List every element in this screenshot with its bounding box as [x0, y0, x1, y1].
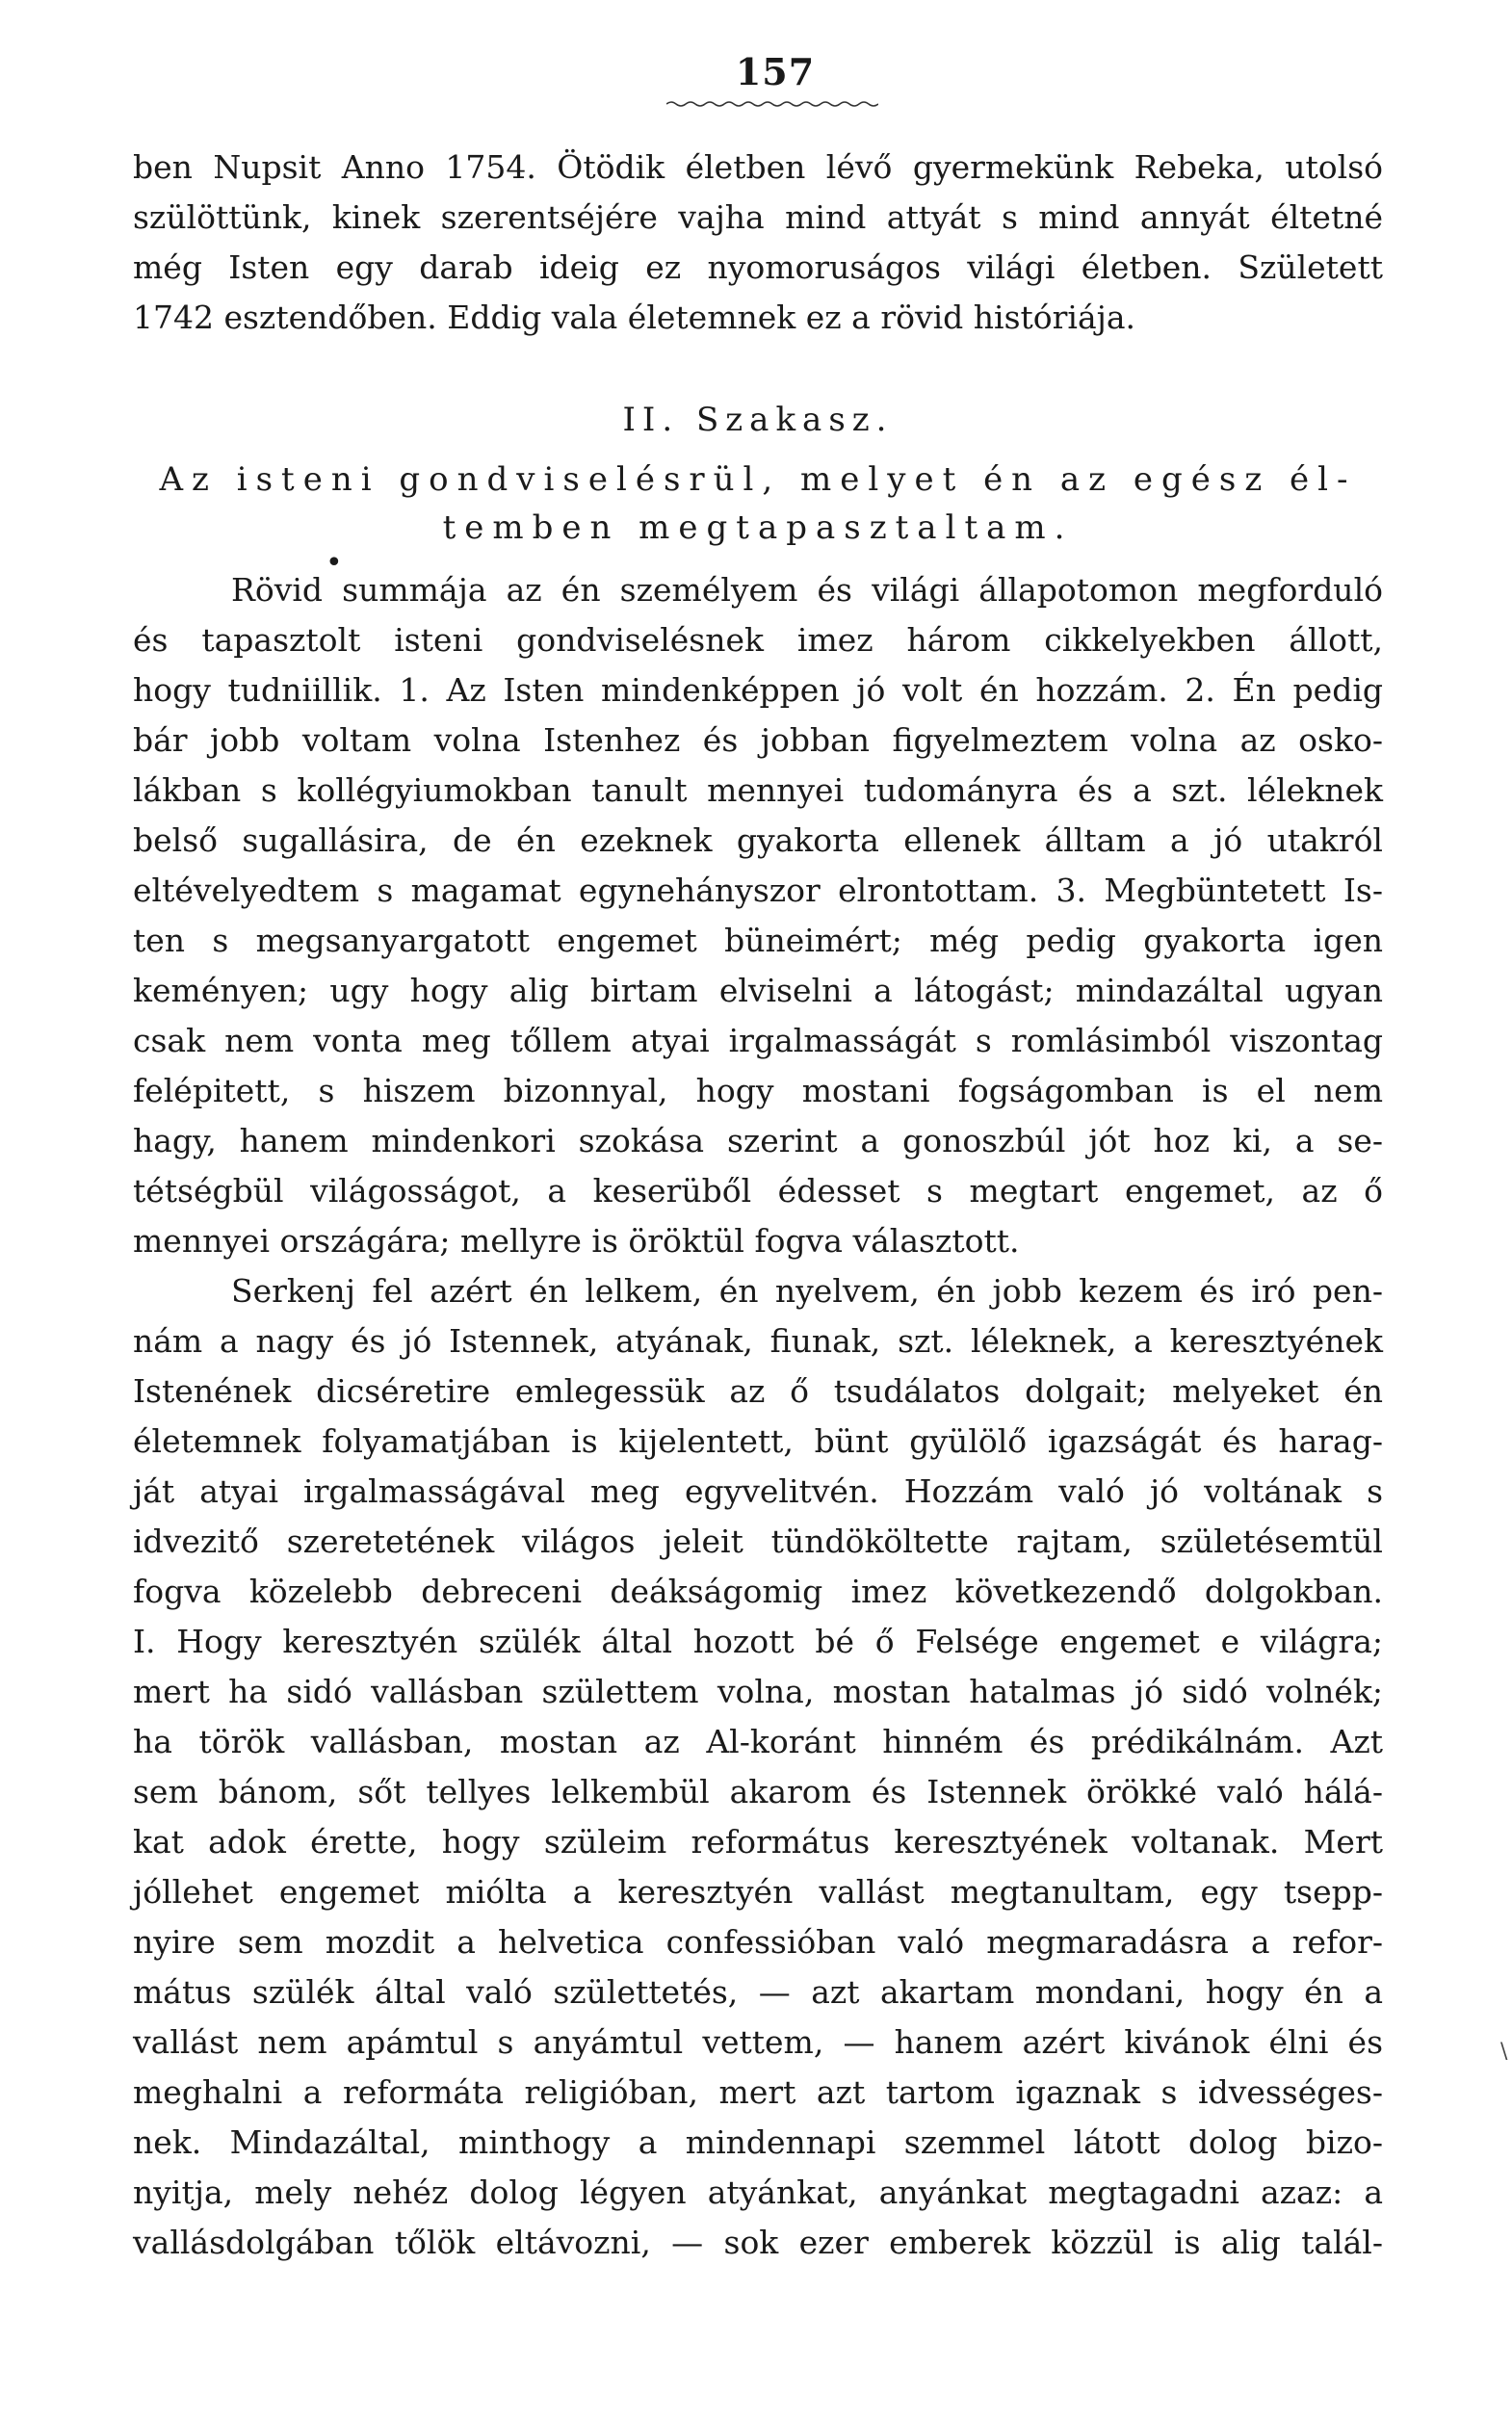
text-line: 1742 esztendőben. Eddig vala életemnek ez a rövid históriája.	[133, 299, 1136, 336]
text-line: fogva közelebb debreceni deákságomig imez következendő dolgokban.	[133, 1573, 1383, 1610]
text-line: eltévelyedtem s magamat egynehányszor elrontottam. 3. Megbüntetett Is-	[133, 872, 1383, 909]
text-line: keményen; ugy hogy alig birtam elviselni a látogást; mindazáltal ugyan	[133, 972, 1383, 1009]
page-number: 157	[735, 50, 816, 93]
text-line: hogy tudniillik. 1. Az Isten mindenképpen jó volt én hozzám. 2. Én pedig	[133, 671, 1383, 709]
text-line: ját atyai irgalmasságával meg egyvelitvén. Hozzám való jó voltának s	[133, 1472, 1383, 1510]
text-line: életemnek folyamatjában is kijelentett, bünt gyülölő igazságát és harag-	[133, 1422, 1383, 1460]
text-line: ten s megsanyargatott engemet büneimért; még pedig gyakorta igen	[133, 922, 1383, 959]
section-title-line-1: Az isteni gondviselésrül, melyet én az egész él-	[159, 460, 1357, 499]
text-line: ha török vallásban, mostan az Al-koránt hinném és prédikálnám. Azt	[133, 1723, 1383, 1760]
text-line: nyire sem mozdit a helvetica confessióban való megmaradásra a refor-	[133, 1923, 1383, 1961]
page-number-ornament	[666, 100, 878, 108]
text-line: sem bánom, sőt tellyes lelkembül akarom és Istennek örökké való hálá-	[133, 1773, 1383, 1810]
text-line: nek. Mindazáltal, minthogy a mindennapi szemmel látott dolog bizo-	[133, 2123, 1383, 2161]
text-line: csak nem vonta meg tőllem atyai irgalmasságát s romlásimból viszontag	[133, 1022, 1383, 1059]
bullet-mark: •	[326, 546, 343, 580]
text-line: szülöttünk, kinek szerentséjére vajha mind attyát s mind annyát éltetné	[133, 198, 1383, 236]
text-line: vallást nem apámtul s anyámtul vettem, — hanem azért kivánok élni és	[133, 2023, 1383, 2061]
text-line: I. Hogy keresztyén szülék által hozott bé ő Felsége engemet e világra;	[133, 1623, 1383, 1660]
text-line: nyitja, mely nehéz dolog légyen atyánkat, anyánkat megtagadni azaz: a	[133, 2174, 1383, 2211]
text-line: lákban s kollégyiumokban tanult mennyei tudományra és a szt. léleknek	[133, 771, 1383, 809]
text-line: idvezitő szeretetének világos jeleit tündököltette rajtam, születésemtül	[133, 1523, 1383, 1560]
text-line: ben Nupsit Anno 1754. Ötödik életben lévő gyermekünk Rebeka, utolsó	[133, 148, 1383, 186]
section-number: II. Szakasz.	[622, 401, 894, 439]
text-line: Serkenj fel azért én lelkem, én nyelvem, én jobb kezem és iró pen-	[231, 1272, 1383, 1310]
section-title-line-2: temben megtapasztaltam.	[442, 508, 1074, 547]
text-line: még Isten egy darab ideig ez nyomoruságos világi életben. Született	[133, 248, 1383, 286]
stray-mark: \	[1500, 2040, 1508, 2064]
text-line: nám a nagy és jó Istennek, atyának, fiunak, szt. léleknek, a keresztyének	[133, 1322, 1383, 1360]
text-line: felépitett, s hiszem bizonnyal, hogy mostani fogságomban is el nem	[133, 1072, 1383, 1109]
text-line: bár jobb voltam volna Istenhez és jobban figyelmeztem volna az osko-	[133, 721, 1383, 759]
text-line: mátus szülék által való születtetés, — azt akartam mondani, hogy én a	[133, 1973, 1383, 2011]
text-line: mennyei országára; mellyre is öröktül fogva választott.	[133, 1222, 1020, 1260]
text-line: kat adok érette, hogy szüleim református keresztyének voltanak. Mert	[133, 1823, 1383, 1861]
text-line: tétségbül világosságot, a keserüből édesset s megtart engemet, az ő	[133, 1172, 1383, 1210]
text-line: Rövid summája az én személyem és világi állapotomon megforduló	[231, 571, 1383, 609]
text-line: meghalni a reformáta religióban, mert azt tartom igaznak s idvességes-	[133, 2073, 1383, 2111]
text-line: vallásdolgában tőlök eltávozni, — sok ezer emberek közzül is alig talál-	[133, 2224, 1383, 2261]
text-line: belső sugallásira, de én ezeknek gyakorta ellenek álltam a jó utakról	[133, 821, 1383, 859]
text-line: Istenének dicséretire emlegessük az ő tsudálatos dolgait; melyeket én	[133, 1372, 1383, 1410]
text-line: jóllehet engemet miólta a keresztyén vallást megtanultam, egy tsepp-	[133, 1873, 1383, 1911]
text-line: hagy, hanem mindenkori szokása szerint a gonoszbúl jót hoz ki, a se-	[133, 1122, 1383, 1159]
text-line: és tapasztolt isteni gondviselésnek imez három cikkelyekben állott,	[133, 621, 1383, 659]
text-line: mert ha sidó vallásban születtem volna, mostan hatalmas jó sidó volnék;	[133, 1673, 1383, 1710]
